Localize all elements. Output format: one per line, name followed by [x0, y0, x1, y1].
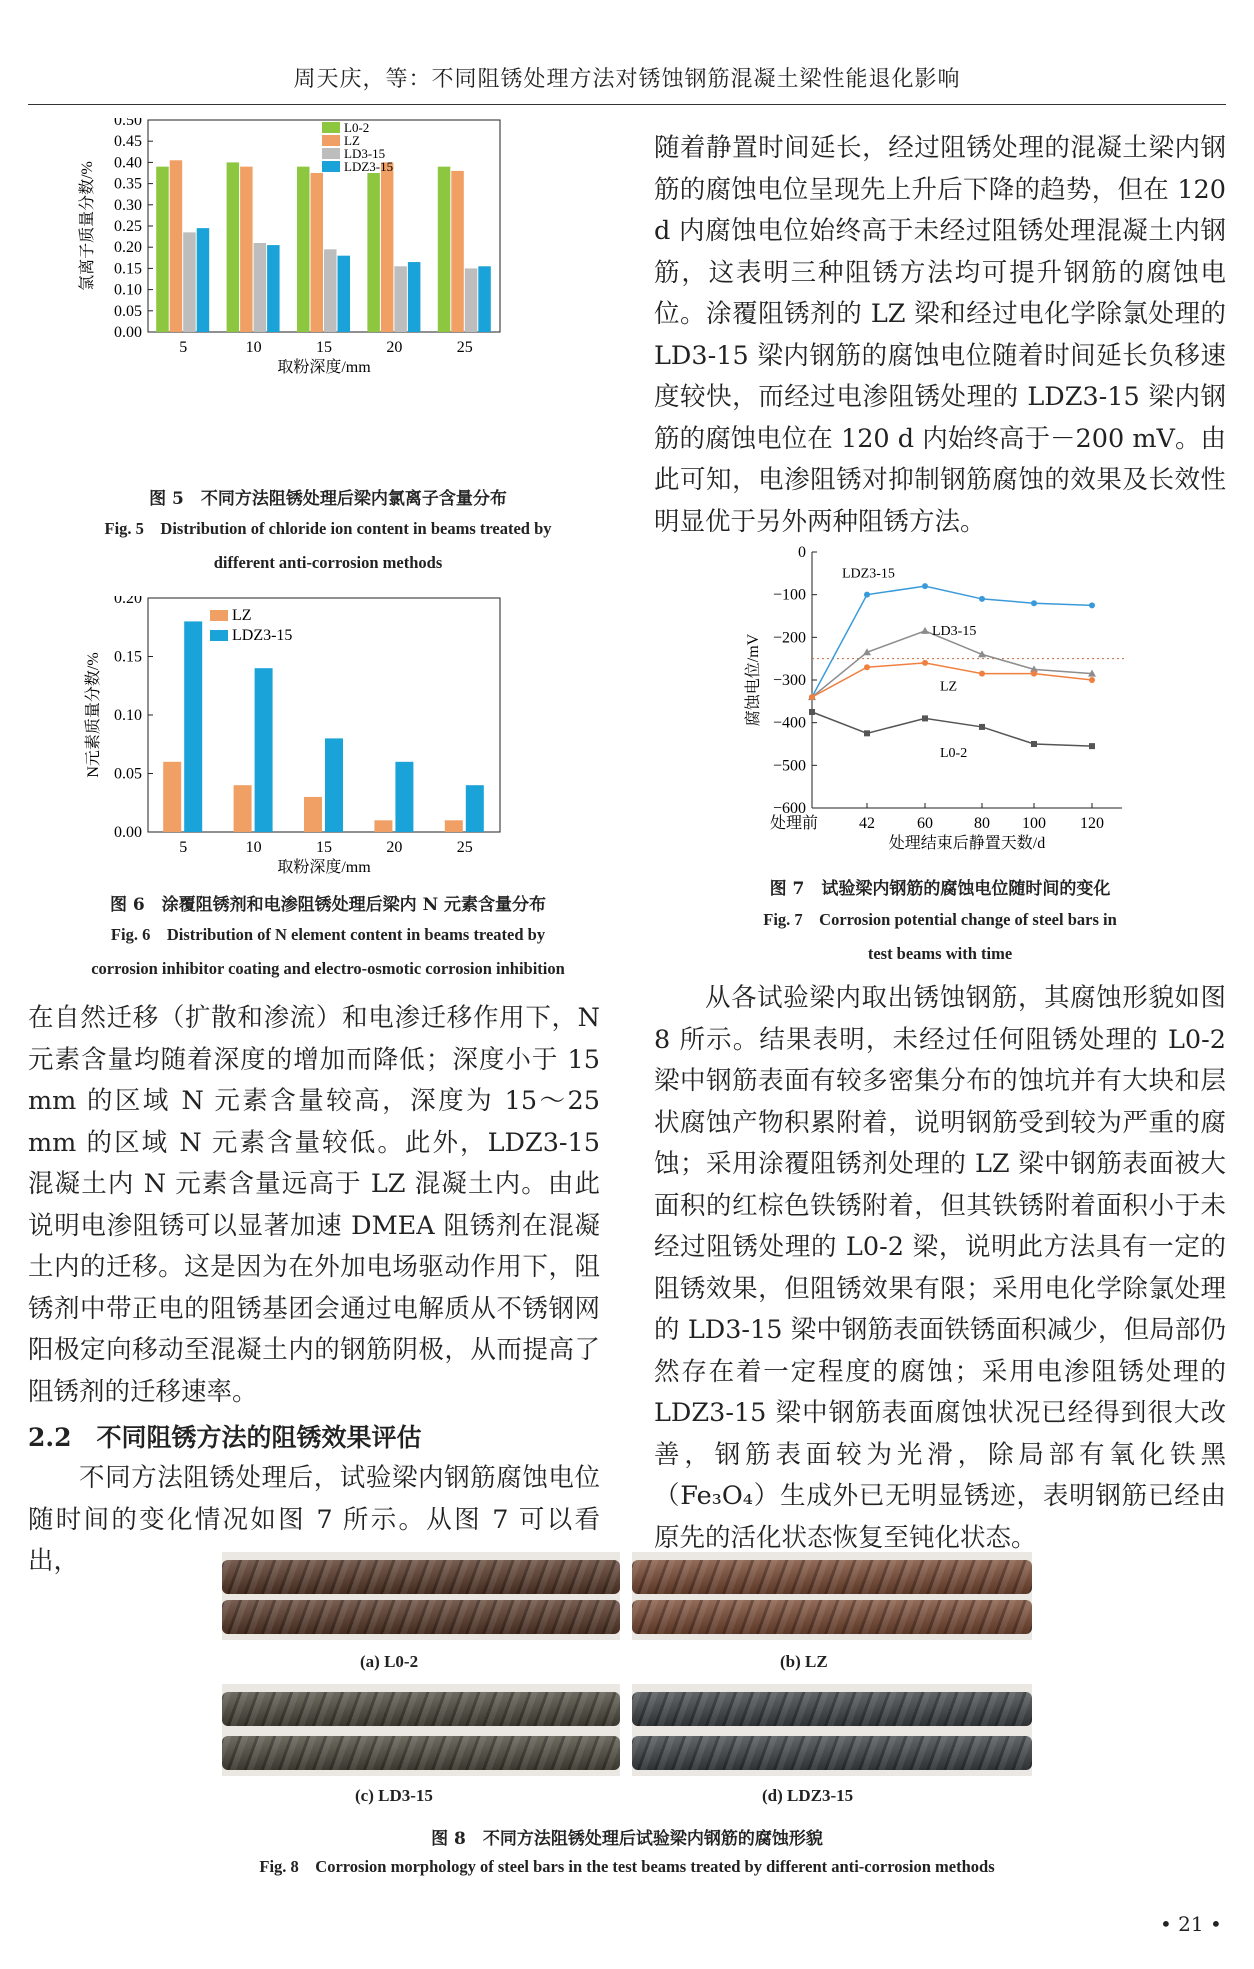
fig5-svg — [70, 118, 610, 478]
fig5-caption-cn: 图 5 不同方法阻锈处理后梁内氯离子含量分布 — [149, 489, 507, 509]
y-tick-label: 0.20 — [114, 596, 142, 607]
y-tick-label: −400 — [772, 714, 806, 732]
bar-l0-2 — [367, 173, 380, 332]
x-tick-label: 25 — [456, 339, 473, 356]
point-l0-2 — [809, 709, 815, 715]
photo-c-ld3-15 — [222, 1684, 620, 1776]
y-tick-label: 0.40 — [114, 154, 142, 172]
series-label-lz: LZ — [940, 679, 958, 695]
bar-ldz3-15 — [267, 245, 280, 332]
x-tick-label: 15 — [316, 339, 332, 356]
bar-l0-2 — [297, 167, 310, 332]
x-tick-label: 120 — [1080, 815, 1104, 832]
legend-label-ldz3-15: LDZ3-15 — [344, 159, 394, 174]
bar-lz — [163, 762, 181, 832]
steel-bar-a1 — [222, 1560, 620, 1594]
x-tick-label: 5 — [179, 839, 188, 856]
bar-ldz3-15 — [325, 738, 343, 832]
right-paragraph-morphology: 从各试验梁内取出锈蚀钢筋，其腐蚀形貌如图 8 所示。结果表明，未经过任何阻锈处理的 L0-2 梁中钢筋表面有较多密集分布的蚀坑并有大块和层状腐蚀产物积累附着，说明钢筋受到较为严重的腐蚀；采用涂覆阻锈剂处理的 LZ 梁中钢筋表面被大面积的红棕色铁锈附着，但其铁锈附着面积小于未经过阻锈处理的 L0-2 梁，说明此方法具有一定的阻锈效果，但阻锈效果有限；采用电化学除氯处理的 LD3-15 梁中钢筋表面铁锈面积减少，但局部仍然存在着一定程度的腐蚀；采用电渗阻锈处理的 LDZ3-15 梁中钢筋表面腐蚀状况已经得到很大改善，钢筋表面较为光滑，除局部有氧化铁黑（Fe₃O₄）生成外已无明显锈迹，表明钢筋已经由原先的活化状态恢复至钝化状态。 — [654, 983, 1226, 1553]
bar-lz — [304, 797, 322, 832]
fig7-svg — [740, 540, 1140, 870]
fig8-caption-cn: 图 8 不同方法阻锈处理后试验梁内钢筋的腐蚀形貌 — [431, 1829, 823, 1849]
legend-swatch-ldz3-15 — [322, 161, 340, 172]
fig7-chart — [740, 540, 1140, 870]
fig8-caption-en-line: Fig. 8 Corrosion morphology of steel bars in the test beams treated by different anti-corrosion methods — [259, 1857, 995, 1876]
point-ldz3-15 — [922, 583, 928, 589]
series-label-ldz3-15: LDZ3-15 — [842, 566, 895, 582]
legend-swatch-l0-2 — [322, 122, 340, 133]
bar-ldz3-15 — [478, 266, 491, 332]
y-tick-label: 0.30 — [114, 196, 142, 214]
bar-ldz3-15 — [255, 668, 273, 832]
point-ldz3-15 — [864, 592, 870, 598]
y-tick-label: −500 — [772, 757, 806, 775]
series-label-ld3-15: LD3-15 — [932, 624, 977, 640]
fig7-caption-en-line2: test beams with time — [867, 944, 1013, 963]
fig6-chart — [70, 596, 610, 886]
fig7-caption-en-line1: Fig. 7 Corrosion potential change of steel bars in — [763, 910, 1117, 929]
bar-l0-2 — [227, 162, 240, 332]
fig6-caption-en-line1: Fig. 6 Distribution of N element content in beams treated by — [110, 925, 546, 944]
fig8-caption-en — [28, 1850, 1226, 1884]
steel-bar-d2 — [632, 1736, 1032, 1770]
section-heading-2-2: 2.2 不同阻锈方法的阻锈效果评估 — [28, 1423, 422, 1452]
x-axis-label: 取粉深度/mm — [277, 359, 371, 376]
x-tick-label: 80 — [974, 815, 990, 832]
steel-bar-b2 — [632, 1600, 1032, 1634]
y-tick-label: −600 — [772, 800, 806, 817]
x-axis-label: 处理结束后静置天数/d — [888, 835, 1046, 852]
point-l0-2 — [1089, 743, 1095, 749]
x-tick-label: 10 — [245, 839, 262, 856]
x-axis-label: 取粉深度/mm — [277, 859, 371, 876]
fig5-caption-en-line2: different anti-corrosion methods — [213, 553, 443, 572]
bar-ld3-15 — [465, 268, 478, 332]
y-tick-label: 0.15 — [114, 648, 142, 666]
bar-ld3-15 — [324, 249, 337, 332]
fig5-caption-en — [28, 512, 628, 580]
x-tick-label: 10 — [245, 339, 262, 356]
fig8-label-c: (c) LD3-15 — [355, 1786, 433, 1805]
fig6-caption-en — [18, 918, 638, 986]
bar-l0-2 — [156, 167, 169, 332]
bar-ldz3-15 — [197, 228, 210, 332]
y-tick-label: −200 — [772, 629, 806, 647]
bar-ldz3-15 — [338, 256, 351, 332]
right-paragraph-potential: 随着静置时间延长，经过阻锈处理的混凝土梁内钢筋的腐蚀电位呈现先上升后下降的趋势，但在 120 d 内腐蚀电位始终高于未经过阻锈处理混凝土内钢筋，这表明三种阻锈方法均可提升钢筋的腐蚀电位。涂覆阻锈剂的 LZ 梁和经过电化学除氯处理的 LD3-15 梁内钢筋的腐蚀电位随着时间延长负移速度较快，而经过电渗阻锈处理的 LDZ3-15 梁内钢筋的腐蚀电位在 120 d 内始终高于－200 mV。由此可知，电渗阻锈对抑制钢筋腐蚀的效果及长效性明显优于另外两种阻锈方法。 — [654, 133, 1226, 537]
point-lz — [1089, 677, 1095, 683]
y-tick-label: 0.00 — [114, 324, 142, 341]
left-paragraph-fig7-intro: 不同方法阻锈处理后，试验梁内钢筋腐蚀电位随时间的变化情况如图 7 所示。从图 7 可以看出， — [28, 1463, 600, 1576]
series-line-l0-2 — [812, 712, 1092, 746]
legend-label-ld3-15: LD3-15 — [344, 146, 386, 161]
x-tick-label: 15 — [316, 839, 332, 856]
x-tick-label: 25 — [456, 839, 473, 856]
x-tick-label: 20 — [386, 839, 403, 856]
y-tick-label: 0.10 — [114, 281, 142, 299]
point-ldz3-15 — [1031, 600, 1037, 606]
x-tick-label: 100 — [1022, 815, 1046, 832]
bar-lz — [381, 162, 394, 332]
bar-lz — [374, 820, 392, 832]
photo-b-lz — [632, 1552, 1032, 1640]
y-tick-label: 0.00 — [114, 824, 142, 841]
x-tick-label: 42 — [859, 815, 875, 832]
legend-swatch-lz — [322, 135, 340, 146]
series-label-l0-2: L0-2 — [940, 745, 968, 761]
y-axis-label: 氯离子质量分数/% — [79, 161, 96, 291]
point-ldz3-15 — [979, 596, 985, 602]
bar-lz — [311, 173, 324, 332]
bar-lz — [451, 171, 464, 332]
y-axis-label: 腐蚀电位/mV — [745, 633, 762, 727]
bar-l0-2 — [438, 167, 451, 332]
bar-lz — [445, 820, 463, 832]
y-tick-label: −300 — [772, 672, 806, 689]
point-l0-2 — [922, 715, 928, 721]
bar-ldz3-15 — [184, 621, 202, 832]
left-paragraph-n-element: 在自然迁移（扩散和渗流）和电渗迁移作用下，N 元素含量均随着深度的增加而降低；深度小于 15 mm 的区域 N 元素含量较高，深度为 15～25 mm 的区域 N 元素含量较低。此外，LDZ3-15 混凝土内 N 元素含量远高于 LZ 混凝土内。由此说明电渗阻锈可以显著加速 DMEA 阻锈剂在混凝土内的迁移。这是因为在外加电场驱动作用下，阻锈剂中带正电的阻锈基团会通过电解质从不锈钢网阳极定向移动至混凝土内的钢筋阴极，从而提高了阻锈剂的迁移速率。 — [28, 1003, 600, 1407]
steel-bar-b1 — [632, 1560, 1032, 1594]
steel-bar-d1 — [632, 1692, 1032, 1726]
point-lz — [864, 664, 870, 670]
point-lz — [809, 694, 815, 700]
legend-label-lz: LZ — [344, 133, 360, 148]
x-tick-label: 20 — [386, 339, 403, 356]
fig6-caption-en-line2: corrosion inhibitor coating and electro-osmotic corrosion inhibition — [91, 959, 565, 978]
fig5-caption-en-line1: Fig. 5 Distribution of chloride ion content in beams treated by — [104, 519, 552, 538]
bar-lz — [234, 785, 252, 832]
bar-ld3-15 — [183, 232, 196, 332]
fig7-caption-cn: 图 7 试验梁内钢筋的腐蚀电位随时间的变化 — [769, 879, 1111, 899]
legend-label-lz: LZ — [232, 607, 252, 624]
steel-bar-a2 — [222, 1600, 620, 1634]
y-tick-label: 0.15 — [114, 260, 142, 278]
y-tick-label: 0.45 — [114, 133, 142, 151]
photo-d-ldz3-15 — [632, 1684, 1032, 1776]
photo-a-l0-2 — [222, 1552, 620, 1640]
y-tick-label: 0 — [798, 544, 806, 561]
fig6-caption-cn: 图 6 涂覆阻锈剂和电渗阻锈处理后梁内 N 元素含量分布 — [109, 895, 547, 915]
fig8-label-a: (a) L0-2 — [360, 1652, 419, 1671]
header-rule — [28, 104, 1226, 105]
y-axis-label: N元素质量分数/% — [85, 652, 102, 778]
legend-swatch-ld3-15 — [322, 148, 340, 159]
point-ld3-15 — [921, 627, 929, 634]
x-tick-label: 60 — [917, 815, 933, 832]
legend-label-ldz3-15: LDZ3-15 — [232, 627, 293, 644]
bar-ld3-15 — [254, 243, 267, 332]
point-lz — [979, 671, 985, 677]
bar-lz — [240, 167, 253, 332]
bar-ld3-15 — [394, 266, 407, 332]
fig8-label-d: (d) LDZ3-15 — [762, 1786, 854, 1805]
fig7-caption-en — [654, 903, 1226, 971]
fig5-chart — [70, 118, 610, 478]
y-tick-label: 0.35 — [114, 175, 142, 193]
running-title: 周天庆，等：不同阻锈处理方法对锈蚀钢筋混凝土梁性能退化影响 — [293, 67, 961, 92]
point-lz — [922, 660, 928, 666]
y-tick-label: 0.10 — [114, 707, 142, 724]
y-tick-label: 0.05 — [114, 765, 142, 783]
bar-ldz3-15 — [466, 785, 484, 832]
fig8-label-b: (b) LZ — [780, 1652, 828, 1671]
bar-ldz3-15 — [395, 762, 413, 832]
steel-bar-c2 — [222, 1736, 620, 1770]
x-tick-label: 处理前 — [769, 815, 819, 832]
steel-bar-c1 — [222, 1692, 620, 1726]
page-number: • 21 • — [1160, 1912, 1222, 1936]
y-tick-label: 0.20 — [114, 239, 142, 257]
point-lz — [1031, 671, 1037, 677]
y-tick-label: 0.25 — [114, 218, 142, 235]
point-l0-2 — [1031, 741, 1037, 747]
bar-lz — [170, 160, 183, 332]
x-tick-label: 5 — [179, 339, 188, 356]
legend-swatch-lz — [210, 610, 228, 621]
fig6-svg — [70, 596, 610, 886]
y-tick-label: −100 — [772, 586, 806, 604]
y-tick-label: 0.50 — [114, 118, 142, 129]
point-l0-2 — [864, 730, 870, 736]
legend-swatch-ldz3-15 — [210, 630, 228, 641]
bar-ldz3-15 — [408, 262, 421, 332]
y-tick-label: 0.05 — [114, 302, 142, 320]
point-l0-2 — [979, 724, 985, 730]
point-ldz3-15 — [1089, 602, 1095, 608]
legend-label-l0-2: L0-2 — [344, 120, 370, 135]
